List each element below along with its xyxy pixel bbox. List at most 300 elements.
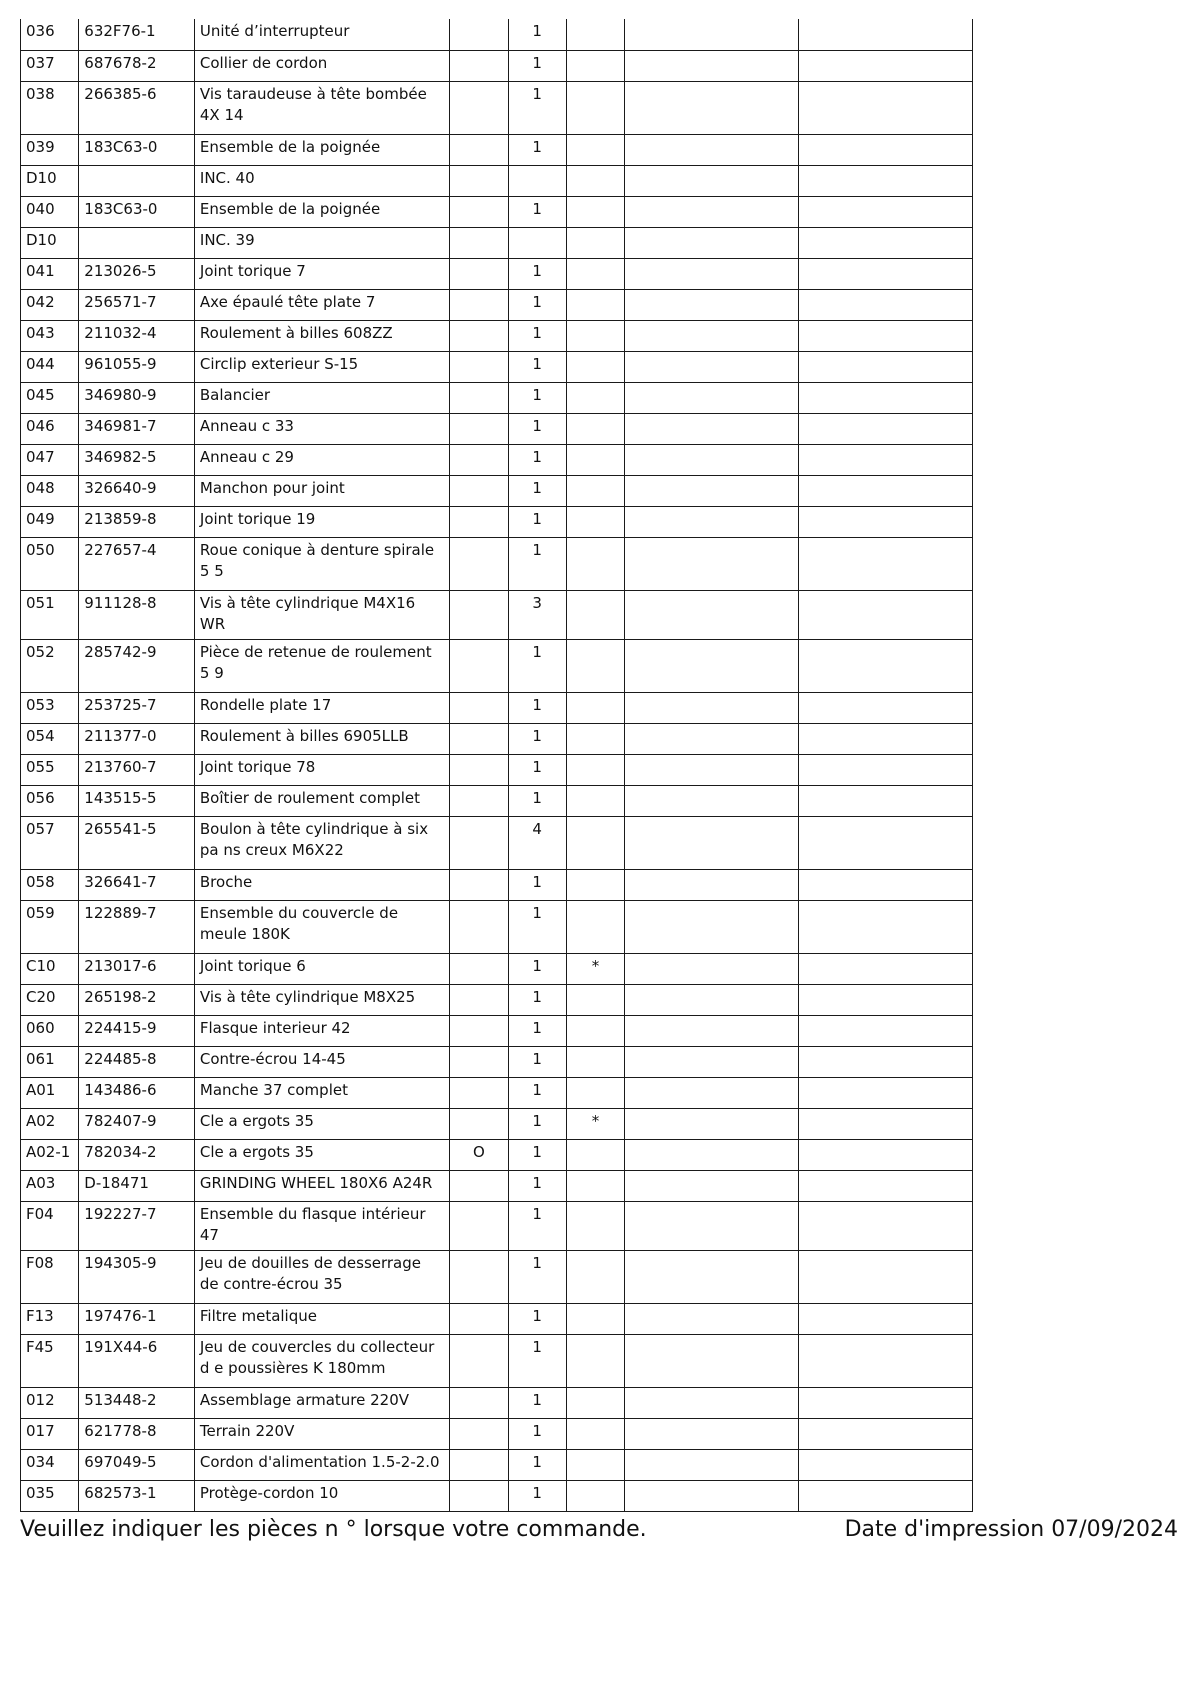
option-mark bbox=[450, 639, 508, 692]
option-mark bbox=[450, 869, 508, 900]
item-number: 049 bbox=[21, 506, 79, 537]
item-number: F13 bbox=[21, 1303, 79, 1334]
item-number: C10 bbox=[21, 953, 79, 984]
parts-table bbox=[20, 19, 973, 1512]
item-number: 041 bbox=[21, 258, 79, 289]
blank-cell bbox=[625, 1250, 799, 1303]
option-mark bbox=[450, 590, 508, 639]
flag-mark bbox=[566, 1170, 624, 1201]
part-reference: 122889-7 bbox=[79, 900, 195, 953]
blank-cell bbox=[799, 953, 973, 984]
item-number: 040 bbox=[21, 196, 79, 227]
part-reference bbox=[79, 165, 195, 196]
table-row bbox=[21, 984, 973, 1015]
blank-cell bbox=[625, 984, 799, 1015]
table-row bbox=[21, 785, 973, 816]
quantity: 1 bbox=[508, 1170, 566, 1201]
blank-cell bbox=[799, 1201, 973, 1250]
item-number: 057 bbox=[21, 816, 79, 869]
part-reference: 266385-6 bbox=[79, 81, 195, 134]
quantity: 1 bbox=[508, 258, 566, 289]
blank-cell bbox=[625, 506, 799, 537]
flag-mark bbox=[566, 413, 624, 444]
table-row bbox=[21, 1387, 973, 1418]
flag-mark bbox=[566, 475, 624, 506]
quantity: 1 bbox=[508, 900, 566, 953]
flag-mark bbox=[566, 289, 624, 320]
part-reference: 256571-7 bbox=[79, 289, 195, 320]
blank-cell bbox=[799, 723, 973, 754]
part-description: Vis taraudeuse à tête bombée 4X 14 bbox=[194, 81, 449, 134]
part-reference: 211377-0 bbox=[79, 723, 195, 754]
table-row bbox=[21, 1334, 973, 1387]
part-description: GRINDING WHEEL 180X6 A24R bbox=[194, 1170, 449, 1201]
flag-mark bbox=[566, 537, 624, 590]
option-mark bbox=[450, 227, 508, 258]
quantity: 1 bbox=[508, 1046, 566, 1077]
quantity: 1 bbox=[508, 1015, 566, 1046]
flag-mark bbox=[566, 258, 624, 289]
item-number: 038 bbox=[21, 81, 79, 134]
blank-cell bbox=[625, 1201, 799, 1250]
option-mark bbox=[450, 289, 508, 320]
table-row bbox=[21, 1046, 973, 1077]
part-reference: 326640-9 bbox=[79, 475, 195, 506]
blank-cell bbox=[625, 785, 799, 816]
quantity: 1 bbox=[508, 81, 566, 134]
flag-mark bbox=[566, 1387, 624, 1418]
item-number: D10 bbox=[21, 227, 79, 258]
blank-cell bbox=[799, 19, 973, 50]
table-row bbox=[21, 692, 973, 723]
quantity: 1 bbox=[508, 1139, 566, 1170]
blank-cell bbox=[799, 869, 973, 900]
quantity: 4 bbox=[508, 816, 566, 869]
part-description: Protège-cordon 10 bbox=[194, 1480, 449, 1511]
part-description: Vis à tête cylindrique M4X16 WR bbox=[194, 590, 449, 639]
flag-mark bbox=[566, 1480, 624, 1511]
quantity: 1 bbox=[508, 639, 566, 692]
table-row bbox=[21, 816, 973, 869]
option-mark bbox=[450, 816, 508, 869]
option-mark bbox=[450, 1201, 508, 1250]
item-number: 042 bbox=[21, 289, 79, 320]
table-row bbox=[21, 1077, 973, 1108]
part-description: Rondelle plate 17 bbox=[194, 692, 449, 723]
blank-cell bbox=[799, 537, 973, 590]
blank-cell bbox=[799, 475, 973, 506]
item-number: A02 bbox=[21, 1108, 79, 1139]
table-row bbox=[21, 900, 973, 953]
table-row bbox=[21, 289, 973, 320]
blank-cell bbox=[625, 723, 799, 754]
blank-cell bbox=[799, 1250, 973, 1303]
part-description: Ensemble de la poignée bbox=[194, 134, 449, 165]
blank-cell bbox=[625, 1387, 799, 1418]
part-description: Anneau c 29 bbox=[194, 444, 449, 475]
blank-cell bbox=[799, 1108, 973, 1139]
flag-mark bbox=[566, 351, 624, 382]
table-row bbox=[21, 50, 973, 81]
blank-cell bbox=[799, 816, 973, 869]
blank-cell bbox=[625, 19, 799, 50]
blank-cell bbox=[625, 50, 799, 81]
table-row bbox=[21, 165, 973, 196]
quantity: 1 bbox=[508, 320, 566, 351]
blank-cell bbox=[625, 134, 799, 165]
item-number: A01 bbox=[21, 1077, 79, 1108]
flag-mark bbox=[566, 1201, 624, 1250]
option-mark bbox=[450, 320, 508, 351]
table-row bbox=[21, 81, 973, 134]
item-number: D10 bbox=[21, 165, 79, 196]
blank-cell bbox=[799, 1334, 973, 1387]
flag-mark bbox=[566, 196, 624, 227]
option-mark bbox=[450, 258, 508, 289]
table-row bbox=[21, 1303, 973, 1334]
blank-cell bbox=[625, 1139, 799, 1170]
table-row bbox=[21, 1139, 973, 1170]
flag-mark bbox=[566, 754, 624, 785]
table-row bbox=[21, 258, 973, 289]
blank-cell bbox=[625, 351, 799, 382]
blank-cell bbox=[799, 351, 973, 382]
blank-cell bbox=[799, 134, 973, 165]
part-description: Joint torique 78 bbox=[194, 754, 449, 785]
quantity: 1 bbox=[508, 1418, 566, 1449]
item-number: F04 bbox=[21, 1201, 79, 1250]
option-mark bbox=[450, 900, 508, 953]
blank-cell bbox=[625, 692, 799, 723]
item-number: 058 bbox=[21, 869, 79, 900]
part-reference: 143486-6 bbox=[79, 1077, 195, 1108]
part-reference: 782034-2 bbox=[79, 1139, 195, 1170]
option-mark bbox=[450, 1108, 508, 1139]
part-reference: 227657-4 bbox=[79, 537, 195, 590]
option-mark bbox=[450, 1334, 508, 1387]
option-mark bbox=[450, 413, 508, 444]
flag-mark bbox=[566, 1046, 624, 1077]
blank-cell bbox=[799, 165, 973, 196]
print-date: Date d'impression 07/09/2024 bbox=[844, 1517, 1178, 1542]
flag-mark bbox=[566, 1334, 624, 1387]
option-mark bbox=[450, 475, 508, 506]
flag-mark bbox=[566, 723, 624, 754]
option-mark bbox=[450, 444, 508, 475]
part-description: INC. 39 bbox=[194, 227, 449, 258]
flag-mark bbox=[566, 320, 624, 351]
part-description: Manche 37 complet bbox=[194, 1077, 449, 1108]
item-number: 044 bbox=[21, 351, 79, 382]
part-description: Filtre metalique bbox=[194, 1303, 449, 1334]
quantity: 1 bbox=[508, 1201, 566, 1250]
blank-cell bbox=[625, 1015, 799, 1046]
blank-cell bbox=[625, 1046, 799, 1077]
blank-cell bbox=[799, 754, 973, 785]
table-row bbox=[21, 953, 973, 984]
item-number: 037 bbox=[21, 50, 79, 81]
blank-cell bbox=[625, 413, 799, 444]
part-reference: 632F76-1 bbox=[79, 19, 195, 50]
quantity: 1 bbox=[508, 382, 566, 413]
part-description: Collier de cordon bbox=[194, 50, 449, 81]
table-row bbox=[21, 1170, 973, 1201]
table-row bbox=[21, 754, 973, 785]
table-row bbox=[21, 413, 973, 444]
blank-cell bbox=[799, 1170, 973, 1201]
blank-cell bbox=[799, 413, 973, 444]
table-row bbox=[21, 1201, 973, 1250]
blank-cell bbox=[799, 1077, 973, 1108]
blank-cell bbox=[799, 320, 973, 351]
option-mark bbox=[450, 754, 508, 785]
table-row bbox=[21, 227, 973, 258]
option-mark bbox=[450, 382, 508, 413]
item-number: 055 bbox=[21, 754, 79, 785]
flag-mark bbox=[566, 134, 624, 165]
blank-cell bbox=[799, 984, 973, 1015]
quantity: 1 bbox=[508, 506, 566, 537]
flag-mark bbox=[566, 227, 624, 258]
table-row bbox=[21, 639, 973, 692]
part-description: Cordon d'alimentation 1.5-2-2.0 bbox=[194, 1449, 449, 1480]
part-reference: 513448-2 bbox=[79, 1387, 195, 1418]
item-number: 046 bbox=[21, 413, 79, 444]
option-mark: O bbox=[450, 1139, 508, 1170]
quantity: 1 bbox=[508, 692, 566, 723]
blank-cell bbox=[625, 196, 799, 227]
blank-cell bbox=[625, 227, 799, 258]
part-description: Flasque interieur 42 bbox=[194, 1015, 449, 1046]
flag-mark bbox=[566, 639, 624, 692]
part-description: Joint torique 7 bbox=[194, 258, 449, 289]
part-description: Balancier bbox=[194, 382, 449, 413]
flag-mark bbox=[566, 1449, 624, 1480]
part-reference: 183C63-0 bbox=[79, 196, 195, 227]
blank-cell bbox=[625, 953, 799, 984]
table-row bbox=[21, 869, 973, 900]
quantity: 1 bbox=[508, 984, 566, 1015]
part-reference: 346982-5 bbox=[79, 444, 195, 475]
flag-mark bbox=[566, 1015, 624, 1046]
part-reference: 213017-6 bbox=[79, 953, 195, 984]
blank-cell bbox=[799, 1015, 973, 1046]
blank-cell bbox=[799, 900, 973, 953]
blank-cell bbox=[625, 444, 799, 475]
option-mark bbox=[450, 506, 508, 537]
flag-mark bbox=[566, 1250, 624, 1303]
part-description: Boîtier de roulement complet bbox=[194, 785, 449, 816]
blank-cell bbox=[625, 1334, 799, 1387]
quantity: 1 bbox=[508, 1077, 566, 1108]
item-number: 059 bbox=[21, 900, 79, 953]
part-reference: 194305-9 bbox=[79, 1250, 195, 1303]
option-mark bbox=[450, 81, 508, 134]
quantity: 1 bbox=[508, 413, 566, 444]
item-number: 056 bbox=[21, 785, 79, 816]
table-row bbox=[21, 723, 973, 754]
part-reference: 782407-9 bbox=[79, 1108, 195, 1139]
table-row bbox=[21, 320, 973, 351]
item-number: 052 bbox=[21, 639, 79, 692]
part-description: Unité d’interrupteur bbox=[194, 19, 449, 50]
blank-cell bbox=[625, 1418, 799, 1449]
option-mark bbox=[450, 953, 508, 984]
part-description: Cle a ergots 35 bbox=[194, 1108, 449, 1139]
table-row bbox=[21, 1250, 973, 1303]
table-row bbox=[21, 475, 973, 506]
quantity: 1 bbox=[508, 289, 566, 320]
table-row bbox=[21, 134, 973, 165]
blank-cell bbox=[625, 81, 799, 134]
blank-cell bbox=[625, 1449, 799, 1480]
part-reference: 687678-2 bbox=[79, 50, 195, 81]
item-number: 048 bbox=[21, 475, 79, 506]
blank-cell bbox=[799, 227, 973, 258]
part-description: Ensemble de la poignée bbox=[194, 196, 449, 227]
option-mark bbox=[450, 196, 508, 227]
table-row bbox=[21, 19, 973, 50]
part-reference: 697049-5 bbox=[79, 1449, 195, 1480]
part-reference: 346981-7 bbox=[79, 413, 195, 444]
part-description: Contre-écrou 14-45 bbox=[194, 1046, 449, 1077]
blank-cell bbox=[625, 1170, 799, 1201]
flag-mark bbox=[566, 1418, 624, 1449]
option-mark bbox=[450, 723, 508, 754]
flag-mark bbox=[566, 984, 624, 1015]
blank-cell bbox=[625, 590, 799, 639]
option-mark bbox=[450, 1170, 508, 1201]
blank-cell bbox=[625, 1108, 799, 1139]
quantity: 1 bbox=[508, 475, 566, 506]
table-row bbox=[21, 382, 973, 413]
item-number: 061 bbox=[21, 1046, 79, 1077]
item-number: 036 bbox=[21, 19, 79, 50]
blank-cell bbox=[799, 692, 973, 723]
part-description: Joint torique 19 bbox=[194, 506, 449, 537]
part-reference: 213859-8 bbox=[79, 506, 195, 537]
part-description: Roulement à billes 608ZZ bbox=[194, 320, 449, 351]
option-mark bbox=[450, 537, 508, 590]
part-reference: 183C63-0 bbox=[79, 134, 195, 165]
order-note: Veuillez indiquer les pièces n ° lorsque votre commande. bbox=[20, 1517, 647, 1542]
blank-cell bbox=[625, 900, 799, 953]
item-number: 045 bbox=[21, 382, 79, 413]
flag-mark bbox=[566, 506, 624, 537]
quantity: 1 bbox=[508, 1449, 566, 1480]
blank-cell bbox=[799, 1449, 973, 1480]
item-number: F08 bbox=[21, 1250, 79, 1303]
quantity: 1 bbox=[508, 1334, 566, 1387]
blank-cell bbox=[799, 382, 973, 413]
quantity: 1 bbox=[508, 537, 566, 590]
item-number: 012 bbox=[21, 1387, 79, 1418]
table-row bbox=[21, 1449, 973, 1480]
blank-cell bbox=[799, 444, 973, 475]
part-reference: 346980-9 bbox=[79, 382, 195, 413]
item-number: 039 bbox=[21, 134, 79, 165]
part-reference: 213026-5 bbox=[79, 258, 195, 289]
flag-mark bbox=[566, 81, 624, 134]
item-number: 043 bbox=[21, 320, 79, 351]
part-description: Circlip exterieur S-15 bbox=[194, 351, 449, 382]
flag-mark bbox=[566, 900, 624, 953]
blank-cell bbox=[625, 320, 799, 351]
quantity: 1 bbox=[508, 1480, 566, 1511]
part-reference: 143515-5 bbox=[79, 785, 195, 816]
flag-mark bbox=[566, 692, 624, 723]
table-row bbox=[21, 1015, 973, 1046]
table-row bbox=[21, 537, 973, 590]
part-reference: 192227-7 bbox=[79, 1201, 195, 1250]
part-description: Terrain 220V bbox=[194, 1418, 449, 1449]
part-description: Cle a ergots 35 bbox=[194, 1139, 449, 1170]
option-mark bbox=[450, 1015, 508, 1046]
blank-cell bbox=[799, 1139, 973, 1170]
blank-cell bbox=[625, 754, 799, 785]
part-description: Boulon à tête cylindrique à six pa ns creux M6X22 bbox=[194, 816, 449, 869]
part-description: Joint torique 6 bbox=[194, 953, 449, 984]
table-row bbox=[21, 590, 973, 639]
item-number: 047 bbox=[21, 444, 79, 475]
part-reference: 682573-1 bbox=[79, 1480, 195, 1511]
blank-cell bbox=[625, 382, 799, 413]
item-number: 053 bbox=[21, 692, 79, 723]
flag-mark bbox=[566, 785, 624, 816]
table-row bbox=[21, 506, 973, 537]
blank-cell bbox=[799, 1480, 973, 1511]
item-number: 050 bbox=[21, 537, 79, 590]
part-reference: 224415-9 bbox=[79, 1015, 195, 1046]
quantity: 1 bbox=[508, 869, 566, 900]
blank-cell bbox=[625, 537, 799, 590]
option-mark bbox=[450, 1250, 508, 1303]
flag-mark bbox=[566, 1303, 624, 1334]
blank-cell bbox=[799, 1387, 973, 1418]
quantity: 1 bbox=[508, 1303, 566, 1334]
quantity: 1 bbox=[508, 754, 566, 785]
blank-cell bbox=[799, 1303, 973, 1334]
blank-cell bbox=[799, 1418, 973, 1449]
table-row bbox=[21, 196, 973, 227]
item-number: 017 bbox=[21, 1418, 79, 1449]
part-reference: 253725-7 bbox=[79, 692, 195, 723]
quantity: 1 bbox=[508, 953, 566, 984]
item-number: A02-1 bbox=[21, 1139, 79, 1170]
option-mark bbox=[450, 1046, 508, 1077]
flag-mark bbox=[566, 165, 624, 196]
option-mark bbox=[450, 19, 508, 50]
flag-mark bbox=[566, 382, 624, 413]
blank-cell bbox=[625, 1480, 799, 1511]
blank-cell bbox=[799, 258, 973, 289]
item-number: 051 bbox=[21, 590, 79, 639]
quantity: 1 bbox=[508, 196, 566, 227]
option-mark bbox=[450, 1480, 508, 1511]
part-reference: 213760-7 bbox=[79, 754, 195, 785]
blank-cell bbox=[799, 785, 973, 816]
option-mark bbox=[450, 1387, 508, 1418]
quantity bbox=[508, 227, 566, 258]
blank-cell bbox=[625, 475, 799, 506]
quantity bbox=[508, 165, 566, 196]
option-mark bbox=[450, 1303, 508, 1334]
blank-cell bbox=[625, 165, 799, 196]
option-mark bbox=[450, 165, 508, 196]
option-mark bbox=[450, 50, 508, 81]
item-number: A03 bbox=[21, 1170, 79, 1201]
part-description: Ensemble du couvercle de meule 180K bbox=[194, 900, 449, 953]
